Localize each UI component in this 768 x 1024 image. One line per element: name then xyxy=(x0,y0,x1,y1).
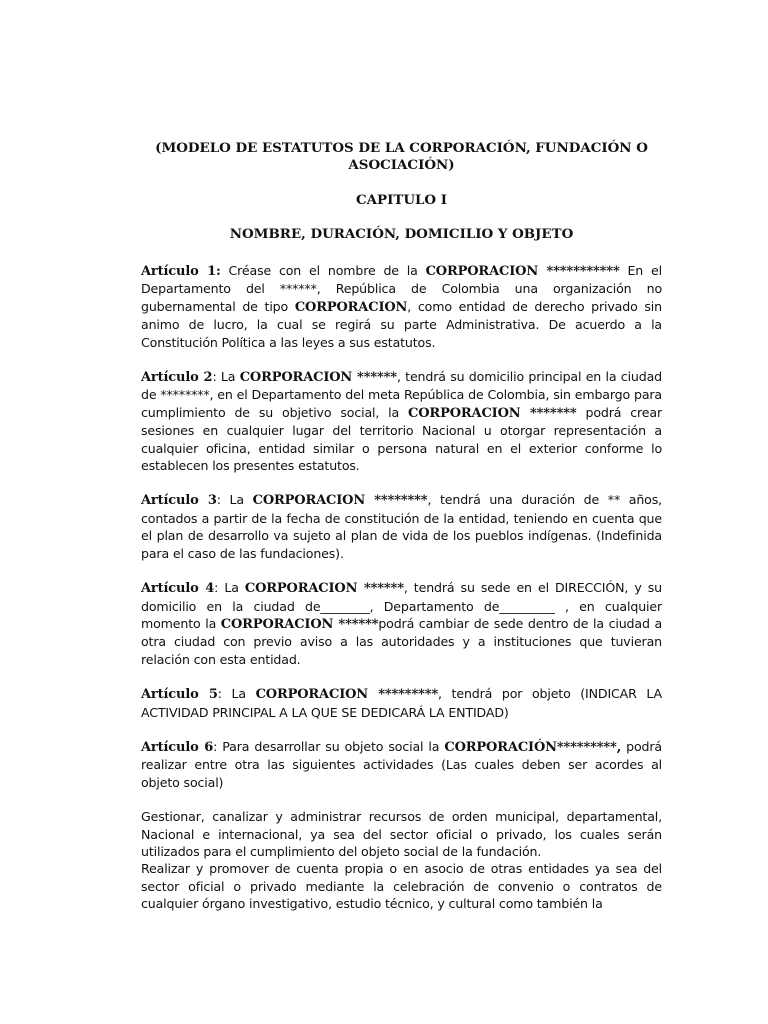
article-label: Artículo 4 xyxy=(141,581,215,597)
article-text: , como entidad de derecho privado sin animo de lucro, la cual se regirá su parte Administrativa. De acuerdo a la Constitución Política a las leyes a sus estatutos. xyxy=(141,298,662,350)
article-text: : La xyxy=(212,369,240,385)
article-text: , tendrá por objeto (INDICAR LA ACTIVIDAD PRINCIPAL A LA QUE SE DEDICARÁ LA ENTIDAD) xyxy=(141,686,662,720)
article-bold: CORPORACION ******** xyxy=(252,493,428,509)
activity-paragraph-1: Gestionar, canalizar y administrar recursos de orden municipal, departamental, Nacional e internacional, ya sea del sector oficial o privado, los cuales serán utilizados para el cumplimiento del objeto social de la fundación. xyxy=(141,809,662,859)
article-text: : La xyxy=(216,492,253,508)
article-text: Créase con el nombre de la xyxy=(220,263,426,278)
article-text: , tendrá su sede en el DIRECCIÓN, y su domicilio en la ciudad de________, Departamento de_________ , en cualquier momento la xyxy=(141,580,662,631)
article-label: Artículo 5 xyxy=(141,687,218,703)
article-4 xyxy=(141,579,662,668)
article-text: podrá cambiar de sede dentro de la ciudad a otra ciudad con previo aviso a las autoridades y a instituciones que tuvieran relación con esta entidad. xyxy=(141,615,663,667)
article-label: Artículo 2 xyxy=(141,370,213,386)
article-bold: CORPORACION ****** xyxy=(220,616,379,632)
article-2 xyxy=(141,368,662,474)
article-label: Artículo 1: xyxy=(141,264,221,279)
article-1 xyxy=(141,262,662,351)
article-bold: CORPORACION ********* xyxy=(255,687,439,703)
article-bold: CORPORACIÓN*********, xyxy=(444,739,622,755)
article-text: podrá crear sesiones en cualquier lugar del territorio Nacional u otorgar representación a cualquier oficina, entidad similar o persona natural en el exterior conforme lo establecen los presentes estatutos. xyxy=(141,404,662,474)
article-bold: CORPORACION ******* xyxy=(408,405,577,421)
article-bold: CORPORACION *********** xyxy=(425,264,620,279)
document-title-line-1: (MODELO DE ESTATUTOS DE LA CORPORACIÓN, FUNDACIÓN O xyxy=(155,140,648,156)
article-3 xyxy=(141,491,662,562)
activity-paragraph-2: Realizar y promover de cuenta propia o en asocio de otras entidades ya sea del sector oficial o privado mediante la celebración de convenio o contratos de cualquier órgano investigativo, estudio técnico, y cultural como también la xyxy=(141,861,662,912)
article-bold: CORPORACION xyxy=(294,299,408,315)
document-title xyxy=(141,140,662,174)
article-label: Artículo 3 xyxy=(141,493,217,509)
article-text: podrá realizar entre otra las siguientes actividades (Las cuales deben ser acordes al objeto social) xyxy=(141,738,662,790)
article-5 xyxy=(141,685,662,721)
article-text: En el Departamento del ******, República de Colombia una organización no gubernamental de tipo xyxy=(141,263,662,314)
article-bold: CORPORACION ****** xyxy=(244,581,404,597)
article-text: , tendrá una duración de ** años, contados a partir de la fecha de constitución de la entidad, teniendo en cuenta que el plan de desarrollo va sujeto al plan de vida de los pueblos indígenas. (Indefinida para el caso de las fundaciones). xyxy=(141,492,662,561)
article-label: Artículo 6 xyxy=(141,739,214,755)
article-text: : La xyxy=(214,580,245,596)
document-title-line-2: ASOCIACIÓN) xyxy=(348,157,455,173)
article-text: : La xyxy=(217,686,256,702)
article-text: , tendrá su domicilio principal en la ciudad de ********, en el Departamento del meta República de Colombia, sin embargo para cumplimiento de su objetivo social, la xyxy=(141,369,663,420)
article-6 xyxy=(141,738,662,791)
section-heading: NOMBRE, DURACIÓN, DOMICILIO Y OBJETO xyxy=(229,226,574,242)
article-bold: CORPORACION ****** xyxy=(239,370,397,386)
article-text: : Para desarrollar su objeto social la xyxy=(213,738,445,754)
chapter-heading: CAPITULO I xyxy=(355,192,448,208)
